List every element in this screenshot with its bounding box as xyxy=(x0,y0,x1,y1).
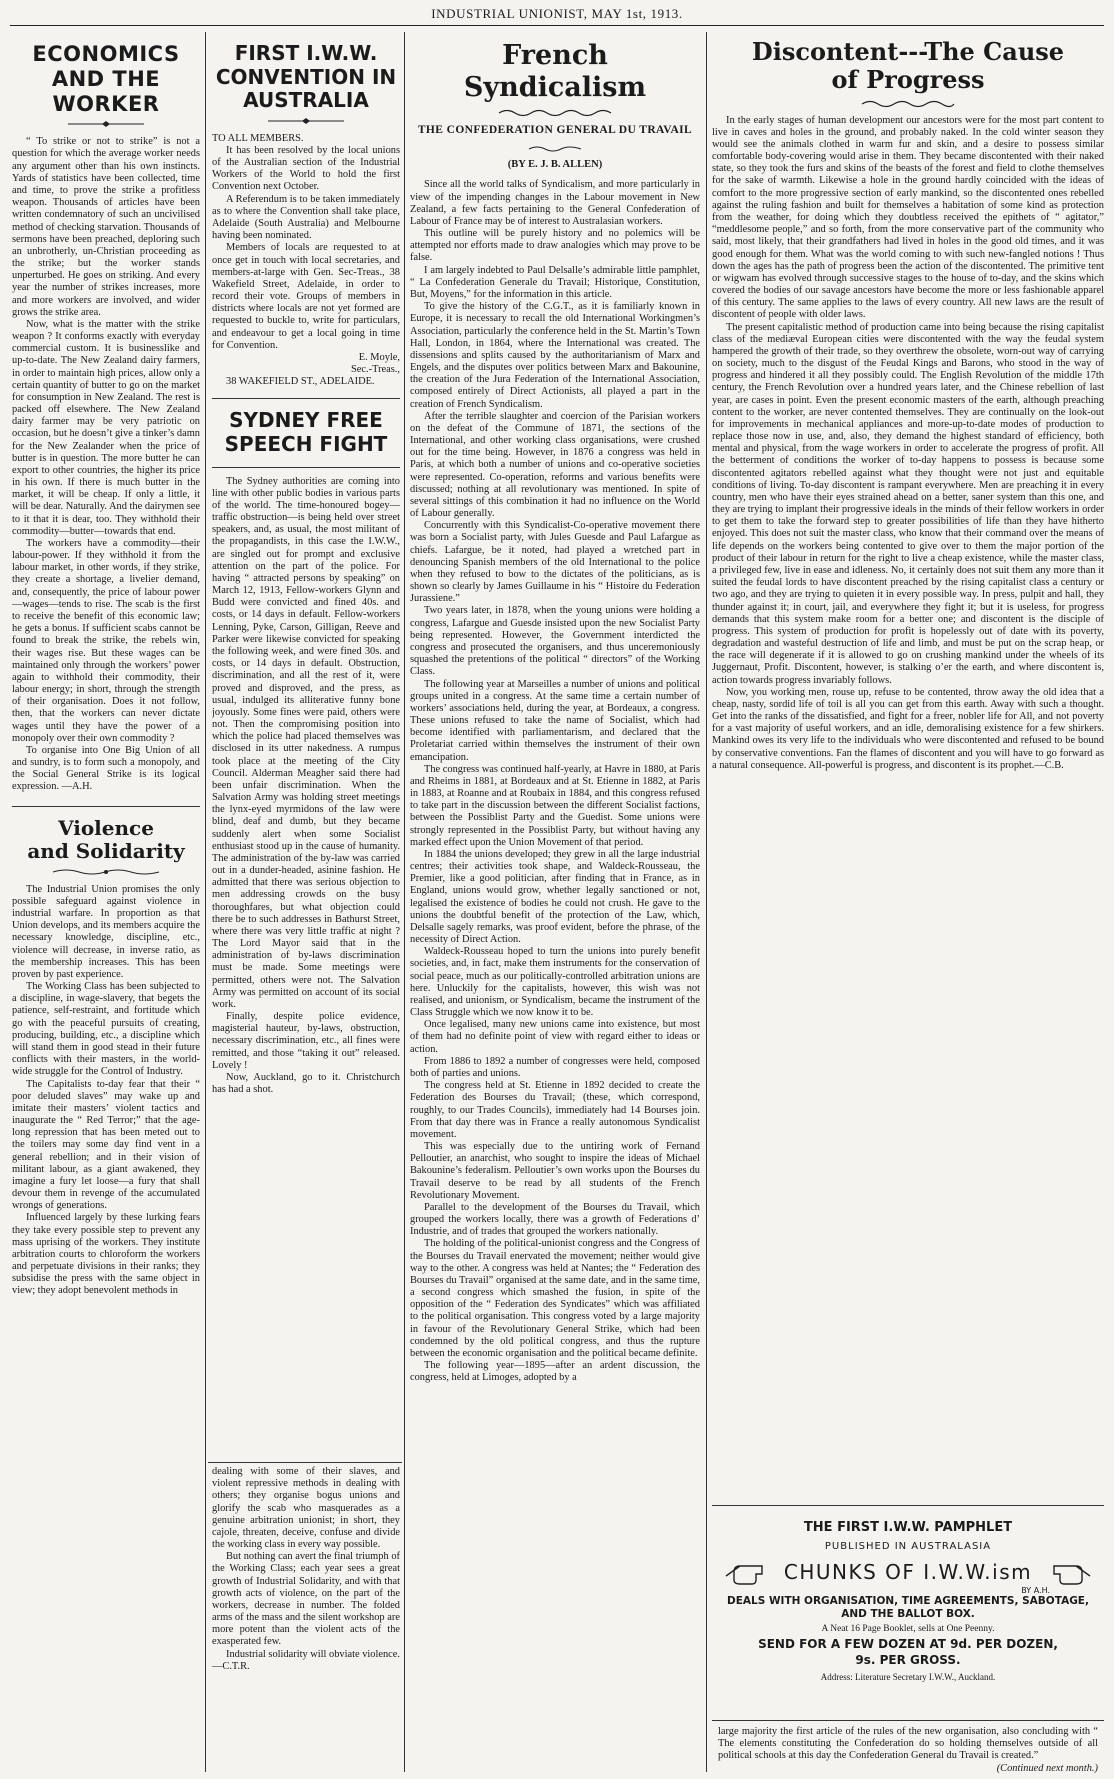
column-rule xyxy=(205,32,206,1772)
article-paragraph: Waldeck-Rousseau hoped to turn the unions into purely benefit societies, and, in fact, make them instruments for the conservation of social peace, much as our politically-controlled arbitration unions are here. Unluckily for the capitalists, however, this wish was not realised, and unionism, or Syndicalism, became the instrument of the Class Struggle which we now know it to be. xyxy=(410,946,700,1019)
article-paragraph: large majority the first article of the rules of the new organisation, also concluding with “ The elements constituting the Confederation do so holding themselves outside of all political schools at this day the Confederation General du Travail is created.” xyxy=(718,1726,1098,1762)
article-paragraph: The present capitalistic method of production came into being because the rising capitalist class of the mediæval European cities were discontented with the way the feudal system hampered the growth of their trade, so they overthrew the obsolete, worn-out way of carrying on society, much to the disgust of the Feudal Kings and Barons, who stood in the way of progress and hindered it all they possibly could. The English Revolution of the middle 17th century, the French Revolution over a hundred years later, and the Chinese rebellion of last year, are cases in point. Even the present economic masters of the earth, although preaching content to the worker, are never contented themselves. They are continually on the look-out for improvements in mechanical appliances and more-up-to-date modes of production to replace those now in use, and, also, they demand the highest standard of efficiency, both mental and physical, from the wage workers in order to accelerate the progress of profit. All the betterment of conditions the worker of to-day happens to possess is because some discontented agitators rebelled against what they thought were not just and equitable conditions of living. To-day discontent is rampant everywhere. Men are preaching it in every country, men who have their eyes strained ahead on a better, saner system than this one, and they are trying to implant their progressive ideals in the minds of their fellow workers in order to get them to take the forward step to greater possibilities of life than they have hitherto enjoyed. This does not suit the master class, who know that their command over the means of life depends on the workers being contented to give over to them the major portion of the product of their labour in return for the right to live a cheap existence, while the master class, a privileged few, live in ease and idleness. No, it certainly does not suit them any more than it suited the feudal lords to have discontent preached by the rising capitalist class a century or two ago, and they are trying to quieten it in every possible way. In press, pulpit and hall, they thunder against it; in court, jail, and everywhere they fight it; but it is useless, for progress demands that this system make room for a better one; and discontent is the disciple of progress. This system of production for profit is hopelessly out of date with its poverty, degradation and wasteful destruction of life and limb, and must be put on the scrap heap, or the race will degenerate if it is allowed to go on crushing mankind under the wheels of its Juggernaut, Profit. Discontent, however, is stalking o’er the earth, and where discontent is, action towards progress invariably follows. xyxy=(712,321,1104,686)
article-paragraph: dealing with some of their slaves, and violent repressive methods in dealing with others; they organise bogus unions and glorify the scab who masquerades as a genuine arbitration unionist; in short, they cajole, threaten, deceive, confuse and divide the working class in every way possible. xyxy=(212,1466,400,1551)
article-paragraph: Now, you working men, rouse up, refuse to be contented, throw away the old idea that a cheap, nasty, sordid life of toil is all you can get from this earth. Away with such a thought. Get into the ranks of the dissatisfied, and fight for a freer, nobler life for All, and not poverty for a vast majority of useful workers, and an idle, demoralising existence for a few shirkers. Mankind owes its very life to the individuals who were discontented and refused to be bound by conservative conventions. Fan the flames of discontent and you will have to go forward as a natural consequence. All-powerful is progress, and discontent is its prophet.—C.B. xyxy=(712,686,1104,771)
headline-violence: Violence and Solidarity xyxy=(27,815,185,864)
headline-syndicalism: French Syndicalism xyxy=(463,40,647,103)
column-syndicalism xyxy=(410,32,700,1772)
column-rule xyxy=(404,32,405,1772)
section-rule xyxy=(712,1505,1104,1506)
violence-continued xyxy=(212,1466,400,1673)
ad-title: THE FIRST I.W.W. PAMPHLET xyxy=(803,1520,1013,1535)
pamphlet-advertisement xyxy=(718,1518,1098,1718)
article-paragraph: Once legalised, many new unions came into existence, but most of them had no definite point of view with regard either to ideas or action. xyxy=(410,1019,700,1055)
article-paragraph: The Working Class has been subjected to a discipline, in wage-slavery, that begets the patience, self-restraint, and fortitude which go with the peaceful pursuits of creating, producing, building, etc., a discipline which will stand them in good stead in their future conflicts with their masters, in the world-wide struggle for the Control of Industry. xyxy=(12,981,200,1078)
signature-name: E. Moyle, xyxy=(358,351,400,363)
article-paragraph: This outline will be purely history and no polemics will be attempted nor efforts made to draw analogies which may prove to be false. xyxy=(410,228,700,264)
article-paragraph: The following year at Marseilles a number of unions and political groups united in a congress. At the same time a certain number of workers’ associations held, during the year, at Bordeaux, a congress. These unions refused to take the name of Socialist, which had become identified with parliamentarism, and declared that the Proletariat carried within themselves the instrument of their own emancipation. xyxy=(410,678,700,763)
article-paragraph: A Referendum is to be taken immediately as to where the Convention shall take place, Adelaide (South Australia) and Melbourne having been nominated. xyxy=(212,193,400,242)
article-paragraph: The Sydney authorities are coming into line with other public bodies in various parts of the world. The time-honoured bogey—traffic obstruction—is being held over street speakers, and, as usual, the most militant of the propagandists, in this case the I.W.W., are singled out for prompt and exclusive attention on the part of the police. For having “ attracted persons by speaking” on March 12, 1913, Fellow-workers Glynn and Budd were convicted and fined 40s. and costs, or 14 days in default. Fellow-workers Lenning, Pyke, Carson, Gilligan, Reeve and Parker were likewise convicted for speaking the following week, and were fined 30s. and costs, or 14 days in default. Obstruction, discrimination, and all the rest of it, were proved and disproved, and the press, as usual, indulged its alliterative funny bone joyously. Some fines were paid, others were not. Then the compromising position into which the police had placed themselves was disclosed in its utter nakedness. A rumpus took place at the meeting of the City Council. Alderman Meagher said there had been unfair discrimination. When the Salvation Army was holding street meetings the lynx-eyed myrmidons of the law were blind, deaf and dumb, but they became suddenly alert when some Socialist enthusiast stood up in the cause of humanity. The administration of the by-law was carried out in a dunder-headed, asinine fashion. He admitted that there was serious objection to men addressing crowds on the busy thoroughfares, but what objection could there be to such addresses in Bathurst Street, where there was very little traffic at night ? The Lord Mayor said that in the administration of by-laws discrimination must be made. Some meetings were permitted, others were not. The Salvation Army was permitted on account of its social work. xyxy=(212,475,400,1010)
article-paragraph: But nothing can avert the final triumph of the Working Class; each year sees a great growth of Industrial Solidarity, and with that growth acts of violence, on the part of the workers, decrease in number. The folded arms of the mass and the silent workshop are more potent than the violent acts of the exasperated few. xyxy=(212,1551,400,1648)
ornament-divider xyxy=(410,108,700,118)
article-paragraph: Finally, despite police evidence, magisterial hauteur, by-laws, obstruction, necessary discrimination, etc., all fines were remitted, and those “taking it out” released. Lovely ! xyxy=(212,1011,400,1071)
article-paragraph: Industrial solidarity will obviate violence.—C.T.R. xyxy=(212,1648,401,1672)
article-paragraph: Parallel to the development of the Bourses du Travail, which grouped the workers locally, there was a growth of Federations d’ Industrie, and of trades that grouped the workers nationally. xyxy=(410,1201,700,1238)
pointing-hand-left-icon xyxy=(722,1558,766,1588)
address: 38 WAKEFIELD ST., ADELAIDE. xyxy=(226,376,375,388)
byline: (BY E. J. B. ALLEN) xyxy=(507,159,603,171)
article-paragraph: Now, what is the matter with the strike weapon ? It conforms exactly with everyday commercial custom. It is businesslike and up-to-date. The New Zealand dairy farmers, in order to maintain high prices, allow only a certain quantity of butter to go on the market for consumption in New Zealand. The rest is packed off elsewhere. The New Zealand dairy farmer may be very patriotic on occasion, but he doesn’t give a tinker’s damn for the New Zealander when the price of butter is in question. The more butter he can export to other countries, the higher its price in his own. If there is much butter in the market, it will be cheap. If only a little, it will be dear. Naturally. And the dairymen see to it that it is dear, too. They withhold their commodity—butter—towards that end. xyxy=(12,318,200,537)
article-paragraph: The following year—1895—after an ardent discussion, the congress, held at Limoges, adopted by a xyxy=(410,1360,700,1384)
continued-note: (Continued next month.) xyxy=(996,1762,1098,1774)
ad-book-title: CHUNKS OF I.W.W.ism xyxy=(783,1560,1033,1584)
article-paragraph: To give the history of the C.G.T., as it is familiarly known in Europe, it is necessary to recall the old International Workingmen’s Association, particularly the conference held in the St. Martin’s Town Hall, London, in 1864, where the International was created. The dissensions and splits caused by the authoritarianism of Marx and Engels, and the disputes over politics between Marx and Bakounine, the creation of the Jura Federation of the International Association, composed entirely of Direct Actionists, all played a part in the creation of French Syndicalism. xyxy=(410,301,700,410)
article-paragraph: Now, Auckland, go to it. Christchurch has had a shot. xyxy=(212,1072,400,1096)
article-paragraph: Concurrently with this Syndicalist-Co-operative movement there was born a Socialist party, with Jules Guesde and Paul Lafargue as chiefs. Lafargue, be it noted, had played a wretched part in denouncing Spanish members of the old International to the police when they refused to bow to the dictates of the politicians, as is shown so clearly by James Guillaume in his “ Histoire du Federation Jurassiene.” xyxy=(410,520,700,605)
article-paragraph: Members of locals are requested to at once get in touch with local secretaries, and members-at-large with Gen. Sec-Treas., 38 Wakefield Street, Adelaide, in order to record their vote. Groups of members in districts where locals are not yet formed are requested to buckle to, write for particulars, and endeavour to get a local going in time for Convention. xyxy=(212,242,400,351)
article-paragraph: After the terrible slaughter and coercion of the Parisian workers on the defeat of the Commune of 1871, the sections of the International, and other working class organisations, were crushed out for the time being. However, in 1876 a congress was held in Paris, at which both a number of unions and co-operative societies were represented. Co-operation, reforms and various benefits were discussed; nothing at all revolutionary was mentioned. In spite of several sittings of this combination it had no influence on the World of Labour generally. xyxy=(410,410,700,520)
headline-discontent: Discontent---The Cause of Progress xyxy=(751,37,1065,95)
section-rule xyxy=(712,1720,1104,1721)
headline-economics: ECONOMICS AND THE WORKER xyxy=(32,42,180,116)
article-paragraph: The holding of the political-unionist congress and the Congress of the Bourses du Travail enervated the movement; neither would give way to the other. A congress was held at Nantes; the “ Federation des Bourses du Travail” organised at the same date, and in the same time, a second congress which smashed the fusion, in spite of the opposition of the “ Federation des Syndicates” which was affiliated to the political organisation. This congress voted by a large majority in favour of the Revolutionary General Strike, which had been condemned by the old political congress, and thus the rupture between the economic organisation and the political became definite. xyxy=(410,1238,700,1359)
masthead-rule xyxy=(10,25,1104,26)
section-rule xyxy=(212,467,400,468)
syndicalism-continued xyxy=(718,1726,1098,1775)
article-paragraph: The congress was continued half-yearly, at Havre in 1880, at Paris and Rheims in 1881, at Bordeaux and at St. Etienne in 1882, at Paris in 1883, at Roanne and at Roubaix in 1884, and this congress refused to take part in the discussion between the different Socialist factions, between the Possiblist Party and the Guedist. Some unions were strongly represented in the Possiblist Party, but without having any marked effect upon the Union Movement of that period. xyxy=(410,763,700,848)
section-rule xyxy=(208,1462,402,1463)
article-paragraph: It has been resolved by the local unions of the Australian section of the Industrial Workers of the World to hold the first Convention next October. xyxy=(212,144,400,193)
ornament-divider xyxy=(12,120,200,130)
article-paragraph: The Industrial Union promises the only possible safeguard against violence in industrial warfare. In proportion as that Union develops, and its members acquire the necessary knowledge, discipline, etc., violence will decrease, in inverse ratio, as the membership increases. This has been proven by past experience. xyxy=(12,883,200,980)
article-paragraph: In the early stages of human development our ancestors were for the most part content to live in caves and holes in the ground, and probably naked. In the cold winter season they would see the animals clothed in warm fur and skin, and a desire to possess similar comfortable body-covering would arise in them. They became discontented with their naked state, so they took the furs and skins of the beasts of the forest and field to clothe themselves for the sake of warmth. Likewise a hole in the ground hardly coincided with the ideas of comfort to the more progressive section of early mankind, so the discontented ones rebelled against the ruling fashion and built for themselves a habitation of some kind as protection from the weather, for doing which they doubtless received the epithets of “ agitator,” “meddlesome people,” and so forth, from the more conservative part of the community who said, most likely, that their grandfathers had lived in holes in the good old times, and it was good enough for them. What was the world coming to with such new-fangled notions ! Thus down the ages has the path of progress been the action of the discontented. The primitive tent or wigwam has evolved through successive stages to the house of to-day, and the skins which covered the bodies of our savage ancestors have become the more or less fashionable apparel of this century. The same applies to the laws of every country. All new laws are the result of discontent of people with older laws. xyxy=(712,114,1104,321)
column-rule xyxy=(706,32,707,1772)
ornament-divider xyxy=(12,868,200,878)
ad-price: SEND FOR A FEW DOZEN AT 9d. PER DOZEN, 9s. PER GROSS. xyxy=(758,1637,1058,1667)
article-paragraph: Two years later, in 1878, when the young unions were holding a congress, Lafargue and Guesde insisted upon the new Socialist Party being represented. However, the Government interdicted the congress and prosecuted the organisers, and thus unceremoniously squashed the pretentions of the political “ directors” of the Working Class. xyxy=(410,605,700,678)
salutation: TO ALL MEMBERS. xyxy=(212,132,304,144)
ornament-divider xyxy=(712,99,1104,109)
article-paragraph: To organise into One Big Union of all and sundry, is to form such a monopoly, and the Social General Strike is its logical expression. —A.H. xyxy=(12,744,200,793)
ornament-divider xyxy=(212,117,400,127)
ornament-divider xyxy=(410,145,700,155)
column-discontent xyxy=(712,32,1104,1492)
article-paragraph: This was especially due to the untiring work of Fernand Pelloutier, an anarchist, who sought to inspire the ideas of Michael Bakounine’s federalism. Pelloutier’s own works upon the Bourses du Travail deserve to be read by all students of the French Revolutionary Movement. xyxy=(410,1141,700,1201)
signature-title: Sec.-Treas., xyxy=(351,364,400,376)
article-paragraph: Influenced largely by these lurking fears they take every possible step to prevent any mass uprising of the workers. They institute arbitration courts to chloroform the workers and perpetuate divisions in their ranks; they subsidise the press with the same object in view; they adopt benevolent methods in xyxy=(12,1212,200,1297)
ad-author: BY A.H. xyxy=(1021,1586,1050,1595)
ad-booklet: A Neat 16 Page Booklet, sells at One Peenny. xyxy=(821,1624,995,1635)
article-paragraph: The workers have a commodity—their labour-power. If they withhold it from the labour market, in other words, if they strike, they create a shortage, a livelier demand, and, consequently, the price of labour power—wages—tends to rise. The scab is the first to receive the benefit of this economic law; he gets a bonus. If sufficient scabs cannot be found to break the strike, the rebels win, their wages rise. But these wages can be maintained only through the workers’ power again to withhold their commodity, their labour energy; in short, through the strength of their organisation. Does it not follow, then, that the workers can never dictate wages until they have the power of a monopoly over their own commodity ? xyxy=(12,537,200,744)
ad-published: PUBLISHED IN AUSTRALASIA xyxy=(824,1541,992,1552)
subheadline: THE CONFEDERATION GENERAL DU TRAVAIL xyxy=(417,123,693,136)
ad-description: DEALS WITH ORGANISATION, TIME AGREEMENTS, SABOTAGE, AND THE BALLOT BOX. xyxy=(727,1595,1089,1621)
article-paragraph: From 1886 to 1892 a number of congresses were held, composed both of parties and unions. xyxy=(410,1055,700,1079)
headline-convention: FIRST I.W.W. CONVENTION IN AUSTRALIA xyxy=(215,41,397,113)
article-paragraph: In 1884 the unions developed; they grew in all the large industrial centres; their activities took shape, and Waldeck-Rousseau, the Premier, like a good politician, after finding that in France, as in England, unions would grow, whether legally sanctioned or not, legalised the existence of bodies he could not crush. He gave to the unions the doubtful benefit of the protection of the Law, which, Delsalle sagely remarks, was proof evident, before the phrase, of the necessity of Direct Action. xyxy=(410,848,700,946)
article-paragraph: “ To strike or not to strike” is not a question for which the average worker needs any argument other than his own instincts. Yards of statistics have been collected, time and time, to prove the strike a profitless weapon. Thousands of articles have been written condemnatory of such an uncivilised method of checking starvation. Thousands of sermons have been preached, deploring such an unbrotherly, un-Christian proceeding as the strike; but the worker stands unperturbed. He goes on striking. And every year the number of strikes increases, more and more workers are involved, and wider grows the strike area. xyxy=(12,136,200,318)
ad-address: Address: Literature Secretary I.W.W., Auckland. xyxy=(820,1672,996,1683)
headline-sydney: SYDNEY FREE SPEECH FIGHT xyxy=(224,408,388,456)
masthead: INDUSTRIAL UNIONIST, MAY 1st, 1913. xyxy=(431,6,683,21)
article-paragraph: I am largely indebted to Paul Delsalle’s admirable little pamphlet, “ La Confederation Generale du Travail; Historique, Constitution, But, Moyens,” for the information in this article. xyxy=(410,264,700,300)
article-paragraph: Since all the world talks of Syndicalism, and more particularly in view of the impending changes in the Labour movement in New Zealand, a few facts pertaining to the General Confederation of Labour of France may be of interest to Australasian workers. xyxy=(410,179,700,227)
column-economics xyxy=(12,32,200,1772)
pointing-hand-right-icon xyxy=(1050,1558,1094,1588)
column-convention xyxy=(212,32,400,1462)
article-paragraph: The Capitalists to-day fear that their “ poor deluded slaves” may wake up and imitate their masters’ violent tactics and inaugurate the “ Red Terror;” that the age-long repression that has been meted out to the toilers may some day find vent in a general rebellion; and in their vision of militant labour, as a giant awakened, they imagine a fury let loose—a fury that shall devour them in revenge of the accumulated wrongs of generations. xyxy=(12,1078,200,1212)
article-paragraph: The congress held at St. Etienne in 1892 decided to create the Federation des Bourses du Travail; (these, which correspond, roughly, to our Trades Councils), immediately had 14 Bourses join. From that day there was in France a really autonomous Syndicalist movement. xyxy=(410,1080,700,1140)
